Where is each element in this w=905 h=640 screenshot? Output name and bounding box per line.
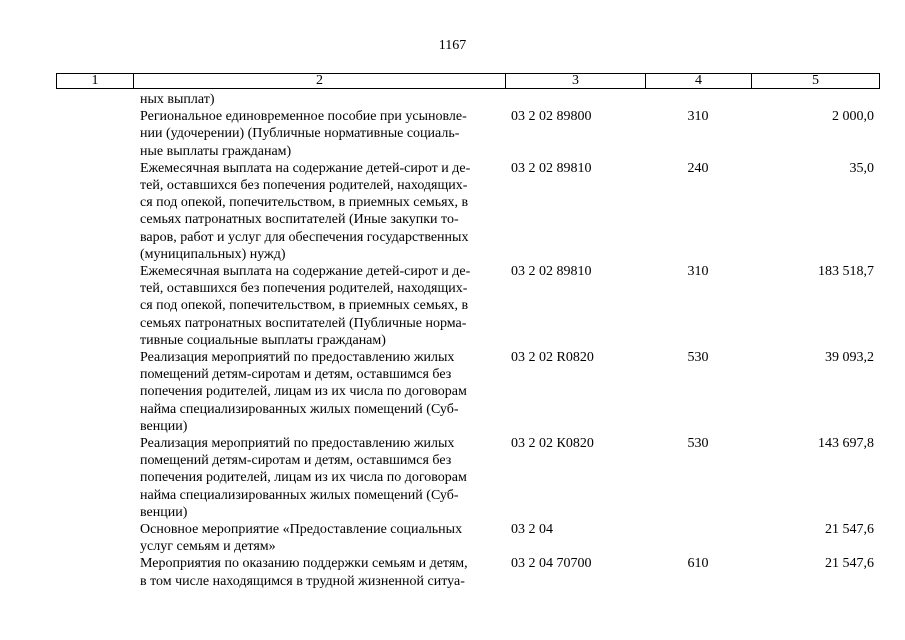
row-type: 240 — [687, 160, 709, 176]
table-row — [56, 108, 880, 160]
row-code: 03 2 04 — [511, 522, 553, 538]
table-row — [56, 435, 880, 521]
row-description: Региональное единовременное пособие при усыновле- нии (удочерении) (Публичные нормативные социаль- ные выплаты гражданам) — [140, 109, 467, 159]
row-type: 310 — [687, 264, 709, 280]
row-description: Мероприятия по оказанию поддержки семьям и детям, в том числе находящимся в трудной жизненной ситуа- — [140, 556, 468, 589]
table-row — [56, 91, 880, 108]
table-row — [56, 349, 880, 435]
row-amount: 21 547,6 — [825, 556, 874, 572]
table-row — [56, 555, 880, 589]
row-amount: 21 547,6 — [825, 522, 874, 538]
row-code: 03 2 04 70700 — [511, 556, 592, 572]
row-description: Ежемесячная выплата на содержание детей-сирот и де- тей, оставшихся без попечения родителей, находящих- ся под опекой, попечительством, в приемных семьях, в семьях патронатных воспитателей (Иные закупки то- варов, работ и услуг для обеспечения государственных (муниципальных) нужд) — [140, 160, 471, 262]
row-description: ных выплат) — [140, 92, 215, 107]
page-number: 1167 — [438, 38, 467, 53]
row-description: Реализация мероприятий по предоставлению жилых помещений детям-сиротам и детям, оставшимся без попечения родителей, лицам из их числа по договорам найма специализированных жилых помещений (Суб- венции) — [140, 350, 467, 434]
row-amount: 183 518,7 — [818, 264, 874, 280]
row-description: Реализация мероприятий по предоставлению жилых помещений детям-сиротам и детям, оставшимся без попечения родителей, лицам из их числа по договорам найма специализированных жилых помещений (Суб- венции) — [140, 436, 467, 520]
table-body — [56, 91, 880, 590]
row-code: 03 2 02 89800 — [511, 109, 592, 125]
table-header — [56, 73, 880, 89]
table-row — [56, 521, 880, 555]
row-type: 610 — [687, 556, 709, 572]
table-row — [56, 263, 880, 349]
row-description: Ежемесячная выплата на содержание детей-сирот и де- тей, оставшихся без попечения родителей, находящих- ся под опекой, попечительством, в приемных семьях, в семьях патронатных воспитателей (Публичные норма- тивные социальные выплаты гражданам) — [140, 264, 471, 348]
row-type: 530 — [687, 350, 709, 366]
table-row — [56, 160, 880, 263]
row-amount: 143 697,8 — [818, 436, 874, 452]
header-col-1: 1 — [57, 74, 134, 88]
row-code: 03 2 02 К0820 — [511, 436, 594, 452]
header-col-2: 2 — [134, 74, 506, 88]
header-col-5: 5 — [812, 73, 819, 88]
row-amount: 39 093,2 — [825, 350, 874, 366]
row-code: 03 2 02 89810 — [511, 264, 592, 280]
row-code: 03 2 02 89810 — [511, 160, 592, 176]
row-amount: 2 000,0 — [832, 109, 874, 125]
header-col-3: 3 — [506, 74, 646, 88]
header-col-4: 4 — [646, 74, 752, 88]
row-code: 03 2 02 R0820 — [511, 350, 594, 366]
row-type: 530 — [687, 436, 709, 452]
row-type: 310 — [687, 109, 709, 125]
row-description: Основное мероприятие «Предоставление социальных услуг семьям и детям» — [140, 522, 463, 555]
row-amount: 35,0 — [849, 160, 874, 176]
